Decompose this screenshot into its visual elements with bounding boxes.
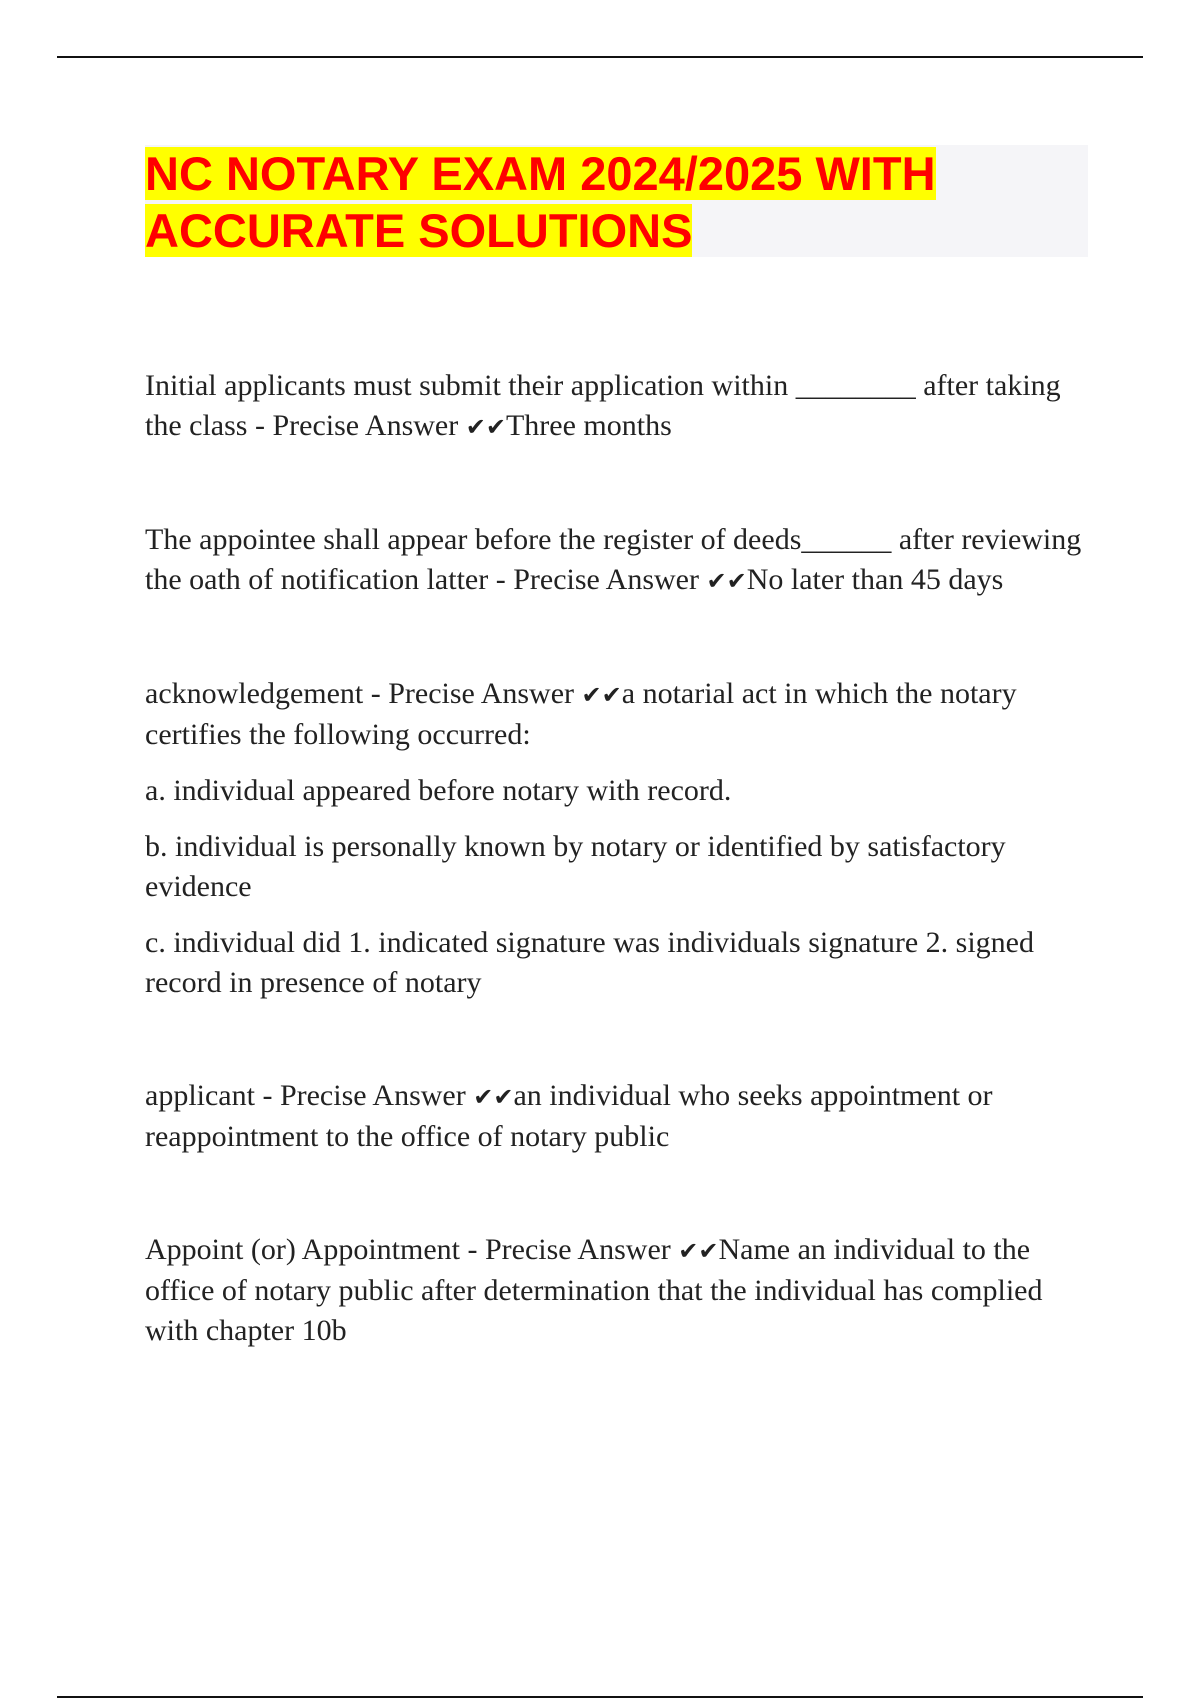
- answer-text: Name an individual to the office of notary public after determination that the individual has complied with chapter 10b: [145, 1233, 1043, 1347]
- qa-item-1: [145, 366, 1095, 447]
- checkmark-icon: ✔✔: [465, 413, 506, 441]
- answer-text: No later than 45 days: [746, 563, 1004, 596]
- question-text: Appoint (or) Appointment - Precise Answer: [145, 1233, 679, 1266]
- checkmark-icon: ✔✔: [678, 1237, 719, 1265]
- checkmark-icon: ✔✔: [581, 681, 622, 709]
- qa-item-4: [145, 1076, 1095, 1157]
- answer-text: a notarial act in which the notary certifies the following occurred:: [145, 677, 1017, 751]
- qa-item-3: [145, 674, 1095, 755]
- subpoint-a: a. individual appeared before notary with record.: [145, 774, 732, 807]
- question-text: applicant - Precise Answer: [145, 1079, 474, 1112]
- bottom-rule: [57, 1696, 1143, 1698]
- top-rule: [57, 56, 1143, 58]
- qa-item-2: [145, 520, 1095, 601]
- answer-text: an individual who seeks appointment or reappointment to the office of notary public: [145, 1079, 993, 1153]
- subpoint-c: c. individual did 1. indicated signature was individuals signature 2. signed record in presence of notary: [145, 926, 1034, 999]
- qa-list: [145, 366, 1095, 1351]
- subpoint-b: b. individual is personally known by notary or identified by satisfactory evidence: [145, 830, 1006, 903]
- checkmark-icon: ✔✔: [706, 567, 747, 595]
- document-title: [145, 145, 1088, 259]
- checkmark-icon: ✔✔: [473, 1083, 514, 1111]
- question-text: The appointee shall appear before the register of deeds______ after reviewing the oath of notification latter - Precise Answer: [145, 523, 1082, 596]
- question-text: Initial applicants must submit their application within ________ after taking the class - Precise Answer: [145, 369, 1061, 442]
- question-text: acknowledgement - Precise Answer: [145, 677, 582, 710]
- title-line-1: NC NOTARY EXAM 2024/2025 WITH: [145, 147, 936, 200]
- qa-item-5: [145, 1230, 1095, 1351]
- title-block: [145, 145, 1088, 257]
- answer-text: Three months: [505, 409, 672, 442]
- title-line-2: ACCURATE SOLUTIONS: [145, 204, 693, 257]
